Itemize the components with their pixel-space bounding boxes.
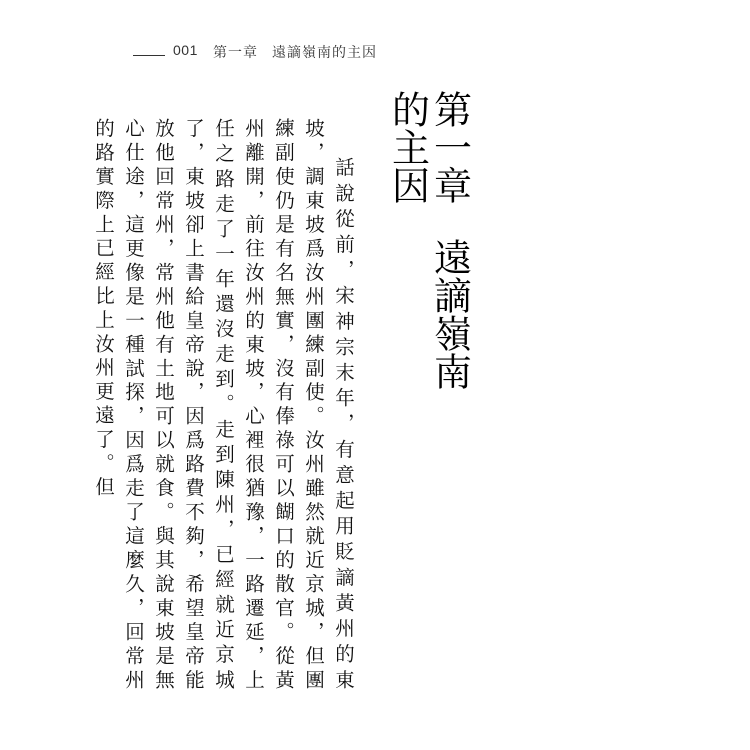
body-paragraph: 話說從前，宋神宗末年，有意起用貶謫黃州的東坡，調東坡爲汝州團練副使。汝州雖然就近京城，但團練副使仍是有名無實，沒有俸祿可以餬口的散官。從黃州離開，前往汝州的東坡，心裡很猶豫，一路遷延，上任之路走了一年還沒走到。走到陳州，已經就近京城了，東坡卻上書給皇帝說，因爲路費不夠，希望皇帝能放他回常州，常州他有土地可以就食。與其說東坡是無心仕途，這更像是一種試探，因爲走了這麼久，回常州的路實際上已經比上汝州更遠了。但	[92, 118, 355, 693]
running-header-chapter: 第一章	[213, 45, 258, 61]
body-text	[92, 118, 358, 693]
header-rule	[133, 55, 165, 56]
chapter-title: 遠謫嶺南的主因	[385, 90, 472, 390]
chapter-label: 第一章	[427, 90, 472, 204]
page-number: 001	[173, 42, 198, 58]
running-header-title: 遠謫嶺南的主因	[272, 45, 377, 61]
chapter-heading	[387, 90, 471, 410]
